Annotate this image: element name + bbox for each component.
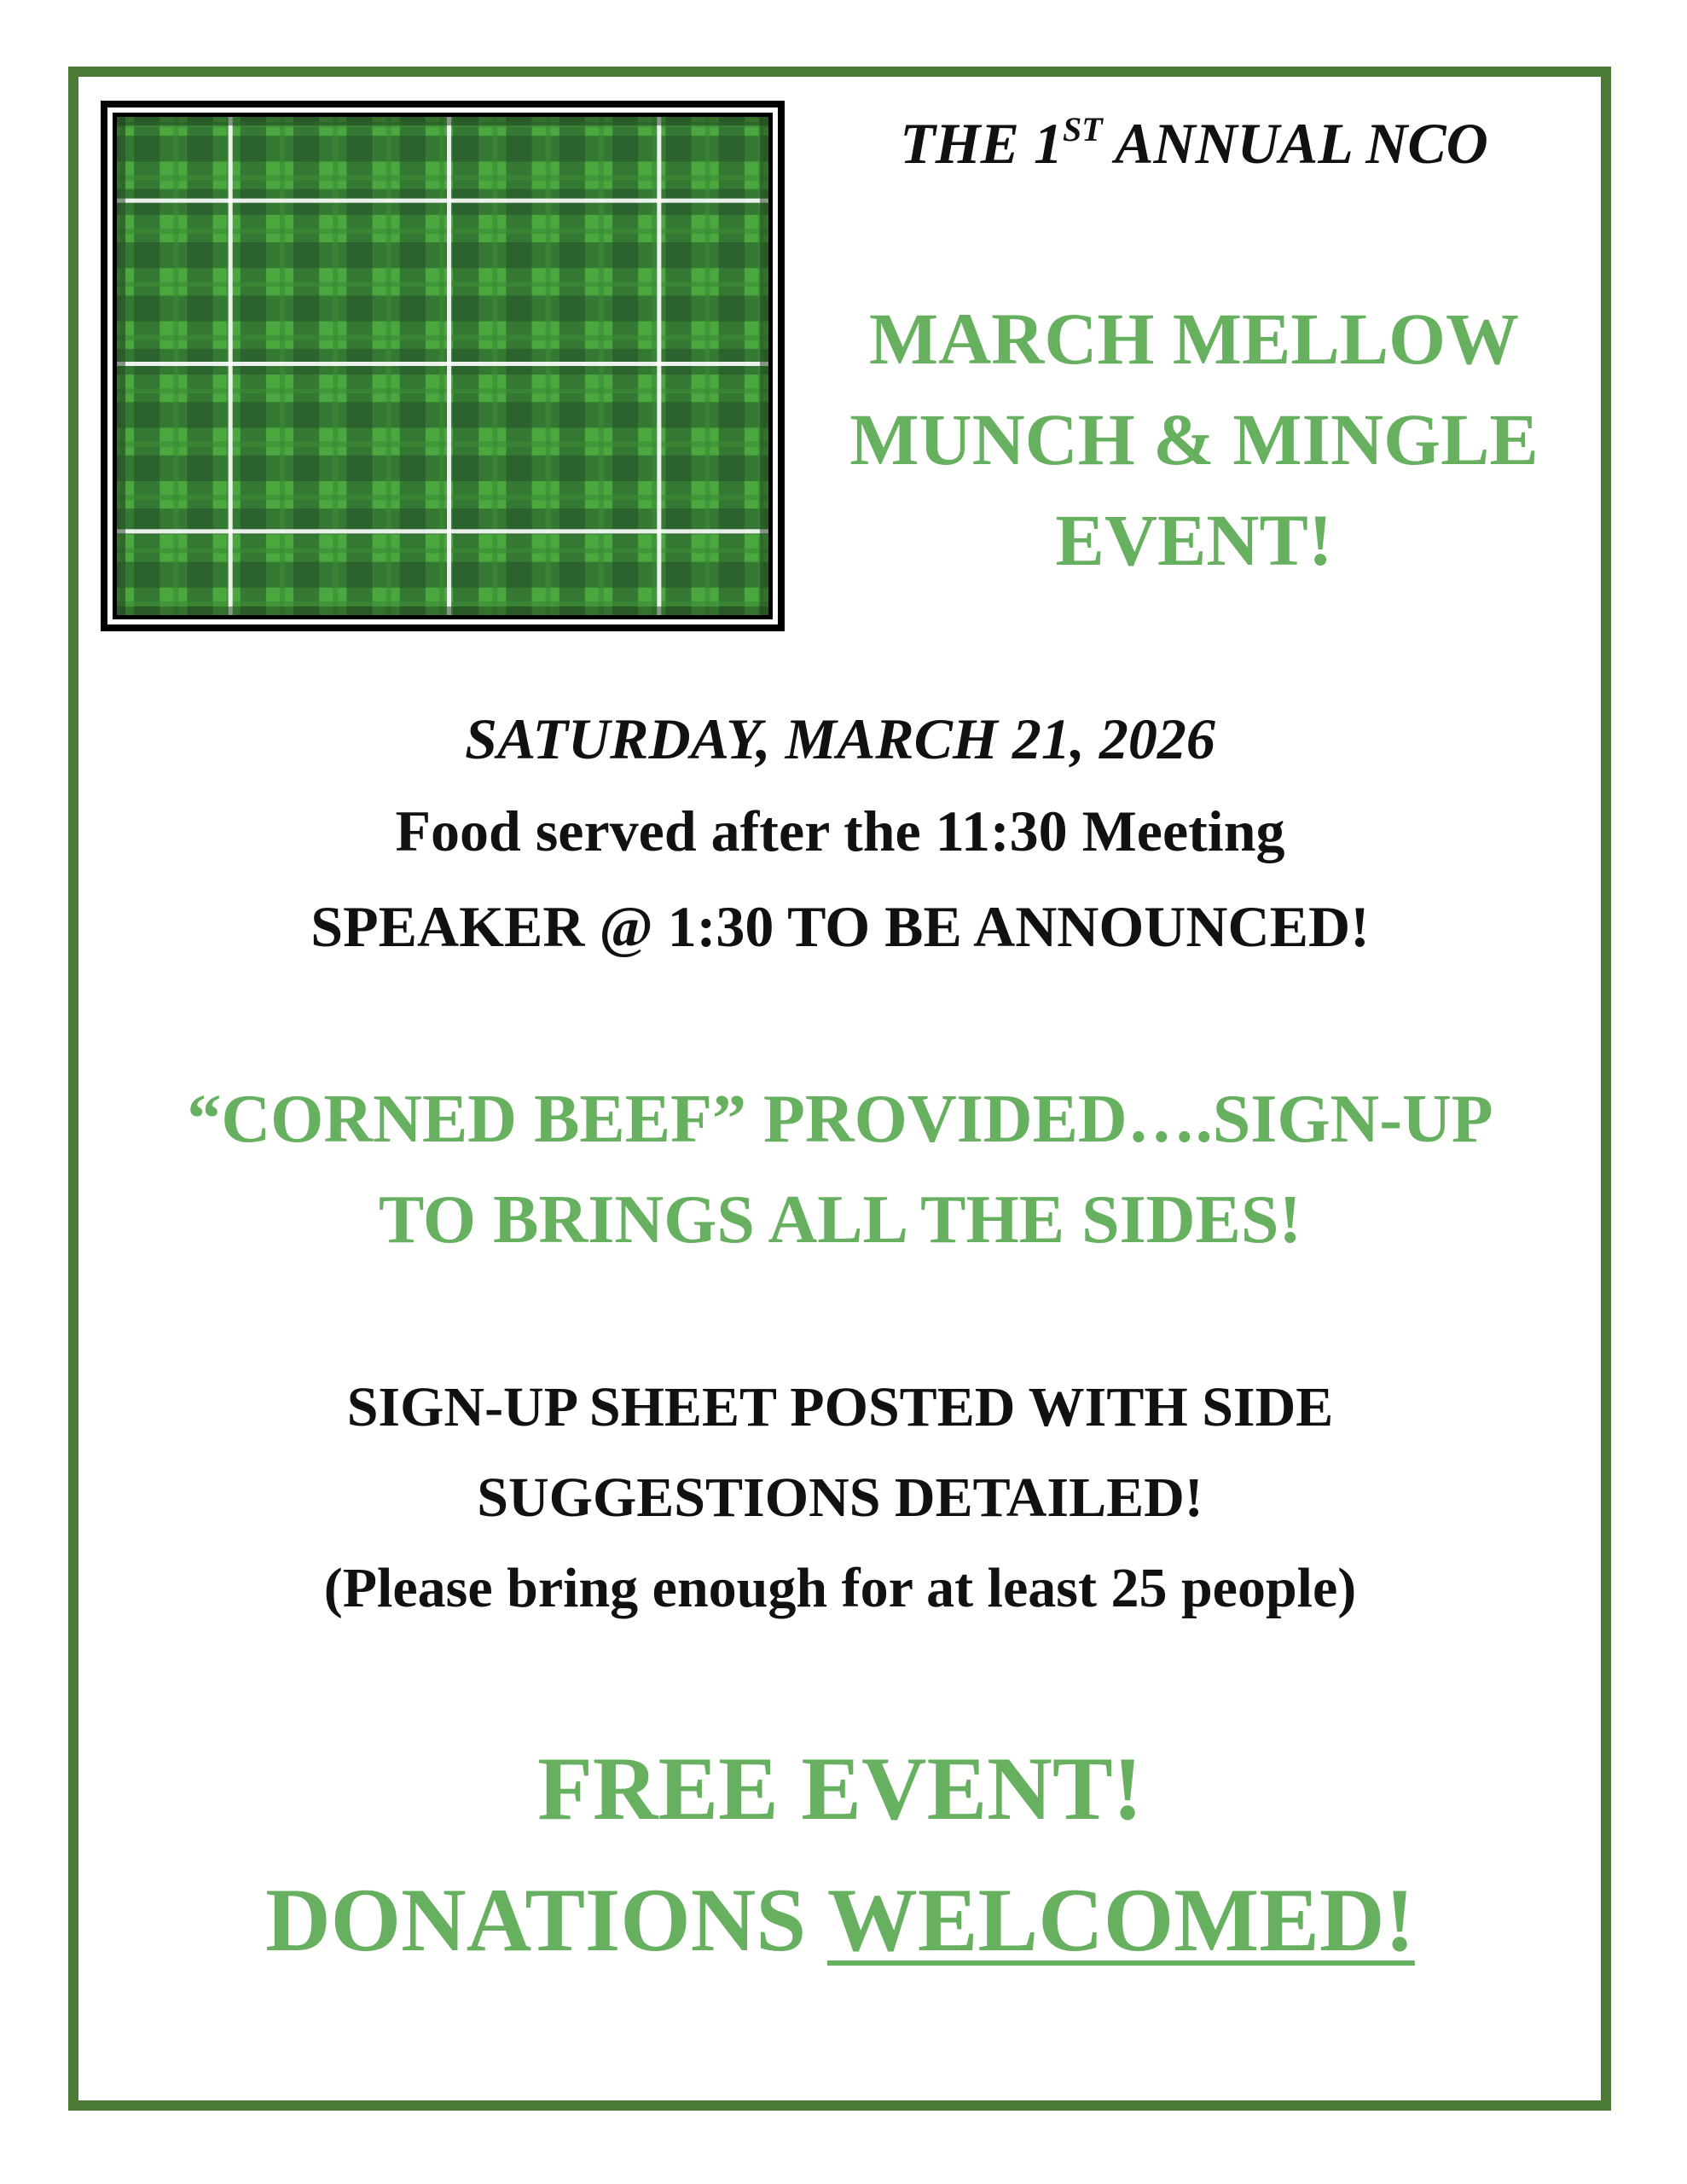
event-series-heading: THE 1ST ANNUAL NCO	[900, 110, 1488, 176]
event-date: SATURDAY, MARCH 21, 2026	[465, 706, 1215, 771]
event-title-line-2: MUNCH & MINGLE	[849, 398, 1539, 480]
event-title-line-1: MARCH MELLOW	[868, 298, 1520, 380]
food-time: Food served after the 11:30 Meeting	[395, 799, 1285, 863]
welcomed-underlined: WELCOMED!	[826, 1870, 1415, 1970]
corned-beef-line-1: “CORNED BEEF” PROVIDED….SIGN-UP	[187, 1082, 1493, 1157]
signup-line-1: SIGN-UP SHEET POSTED WITH SIDE	[346, 1376, 1334, 1438]
signup-note: (Please bring enough for at least 25 people)	[323, 1557, 1357, 1619]
signup-line-2: SUGGESTIONS DETAILED!	[477, 1467, 1203, 1529]
speaker-info: SPEAKER @ 1:30 TO BE ANNOUNCED!	[310, 894, 1370, 959]
corned-beef-line-2: TO BRINGS ALL THE SIDES!	[379, 1182, 1301, 1258]
green-plaid-pattern-icon	[117, 117, 768, 615]
event-title-line-3: EVENT!	[1055, 499, 1333, 581]
plaid-image	[101, 101, 785, 631]
donations-welcomed: DONATIONS WELCOMED!	[265, 1870, 1415, 1970]
free-event: FREE EVENT!	[537, 1739, 1143, 1838]
